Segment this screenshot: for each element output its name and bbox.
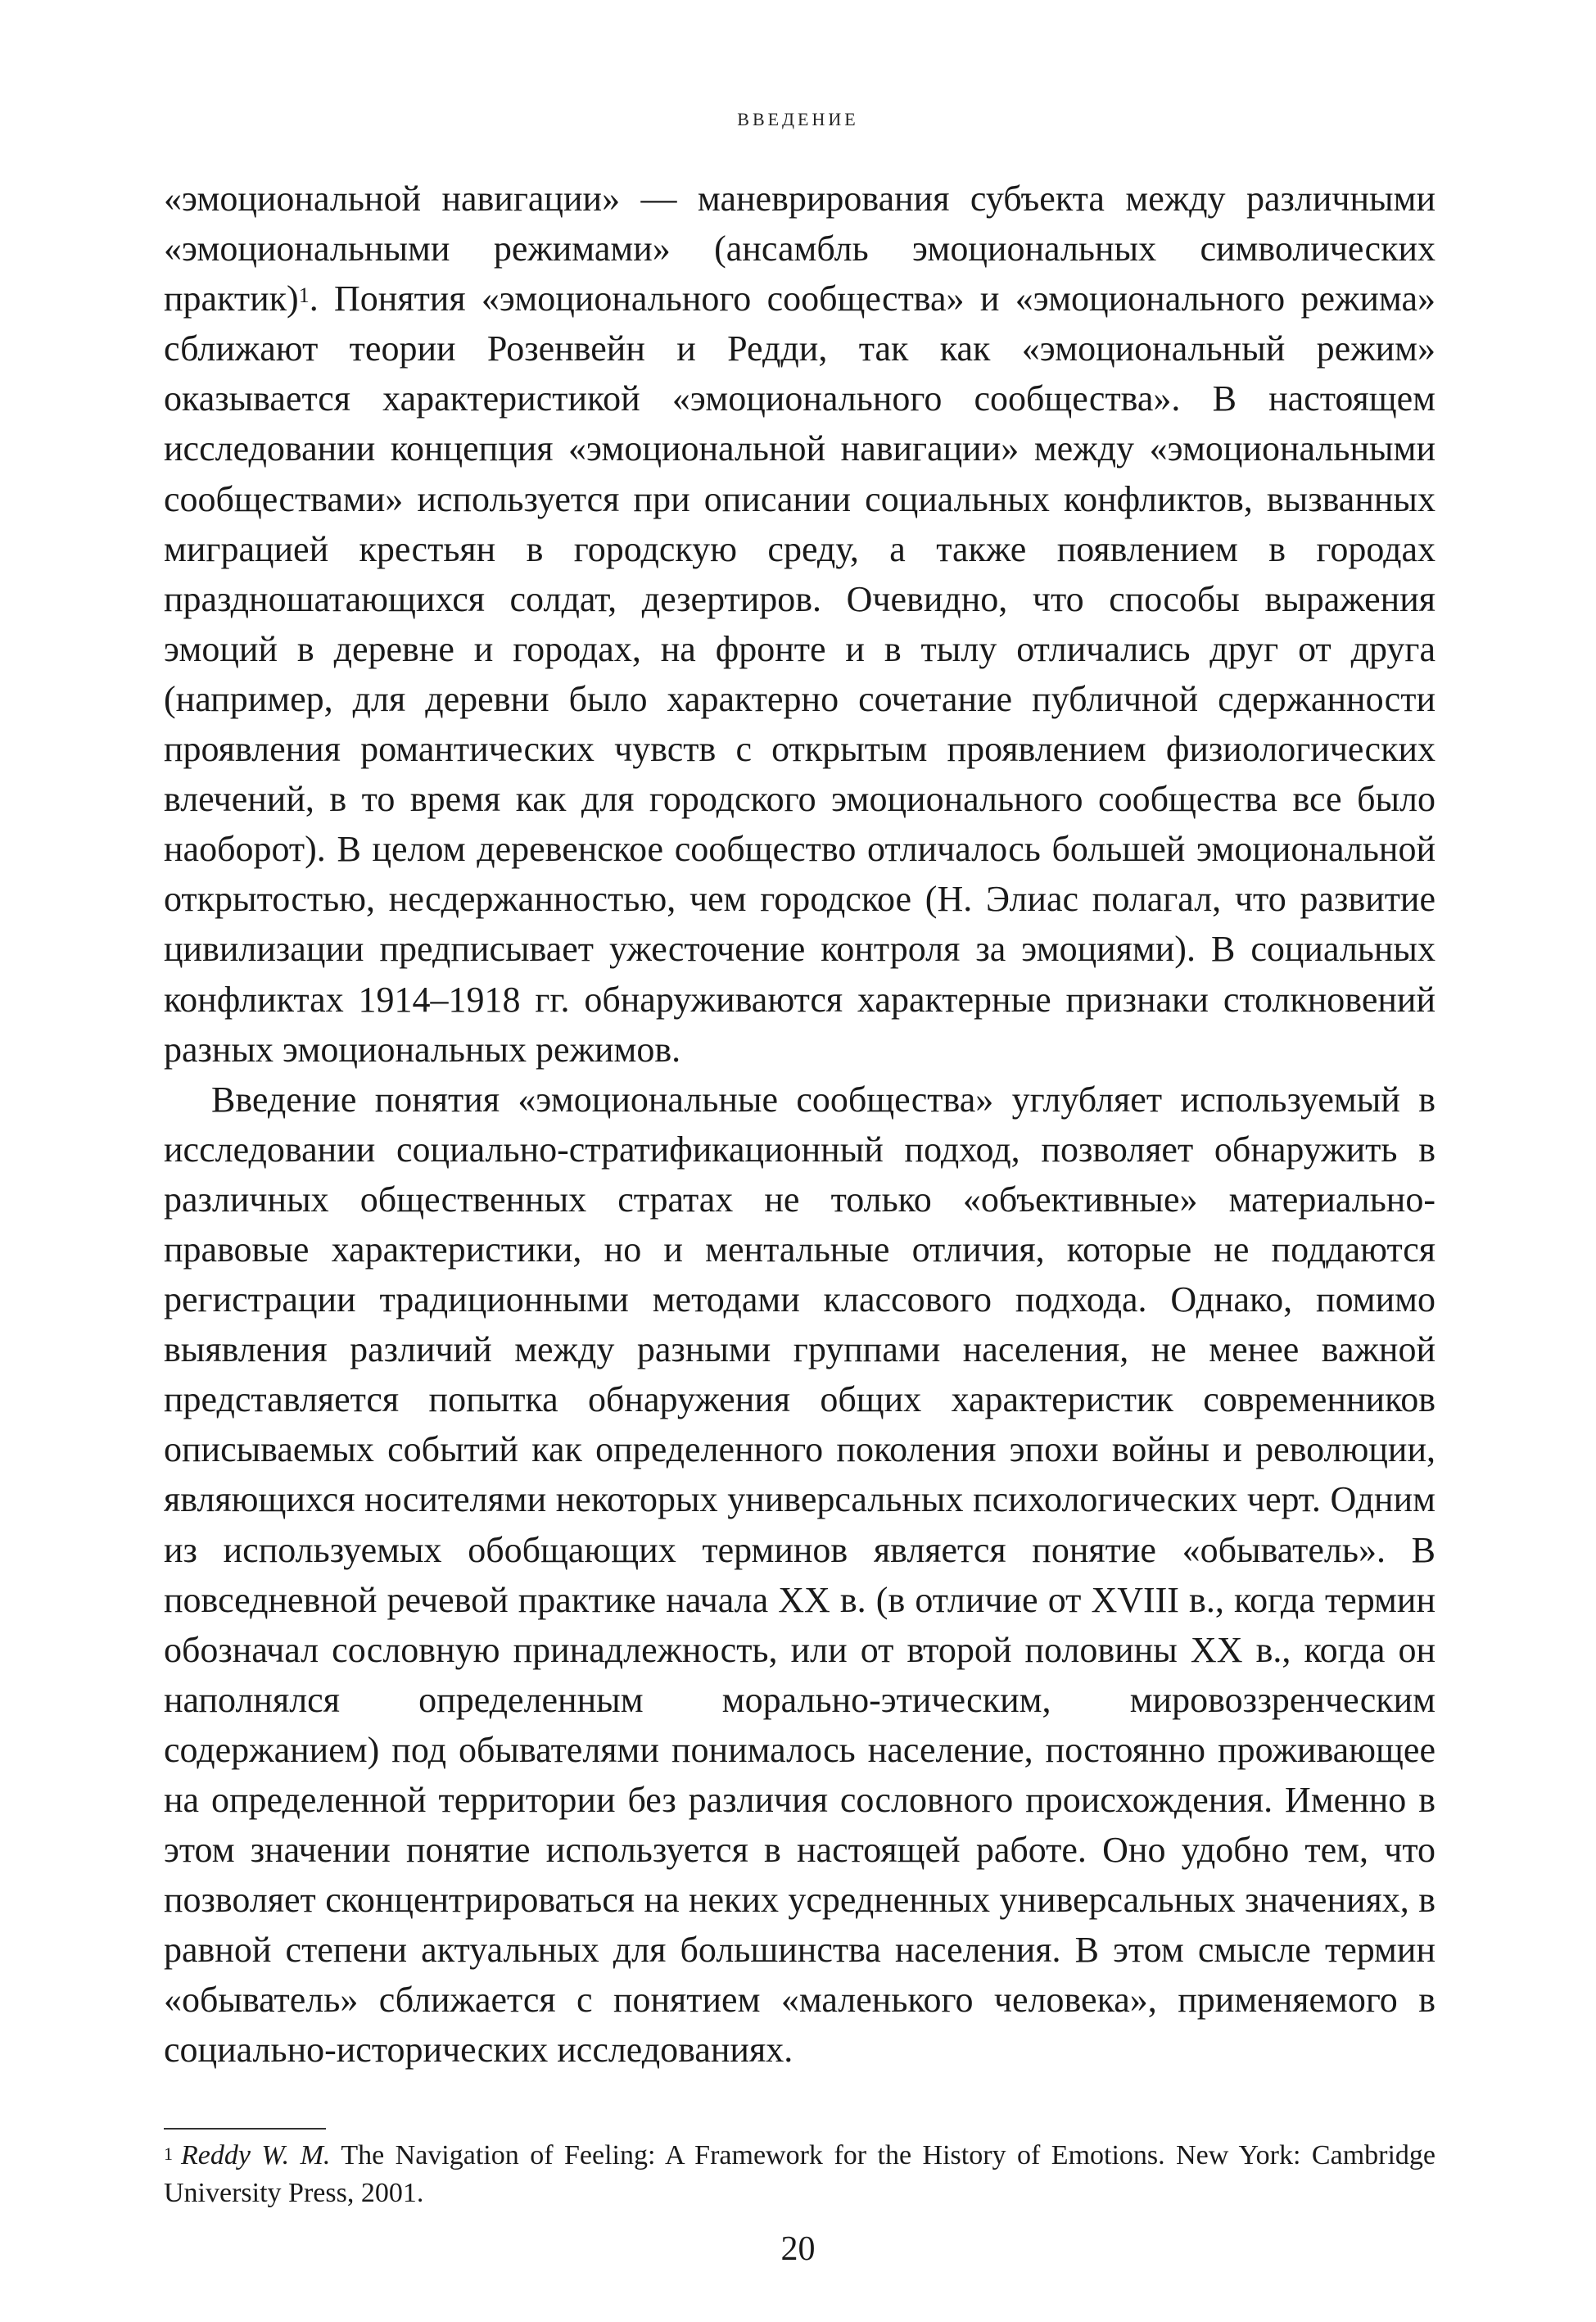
footnote [164,2137,1435,2212]
paragraph-1 [164,174,1435,1075]
paragraph-2: Введение понятия «эмоциональные сообщества» углубляет используемый в исследовании социально-стратификационный подход, позволяет обнаружить в различных общественных стратах не только «объективные» материально-правовые характеристики, но и ментальные отличия, которые не поддаются регистрации традиционными методами классового подхода. Однако, помимо выявления различий между разными группами населения, не менее важной представляется попытка обнаружения общих характеристик современников описываемых событий как определенного поколения эпохи войны и революции, являющихся носителями некоторых универсальных психологических черт. Одним из используемых обобщающих терминов является понятие «обыватель». В повседневной речевой практике начала XX в. (в отличие от XVIII в., когда термин обозначал сословную принадлежность, или от второй половины XX в., когда он наполнялся определенным морально-этическим, мировоззренческим содержанием) под обывателями понималось население, постоянно проживающее на определенной территории без различия сословного происхождения. Именно в этом значении понятие используется в настоящей работе. Оно удобно тем, что позволяет сконцентрироваться на неких усредненных универсальных значениях, в равной степени актуальных для большинства населения. В этом смысле термин «обыватель» сближается с понятием «маленького человека», применяемого в социально-исторических исследованиях. [164,1079,1435,2071]
page-number: 20 [780,2230,816,2268]
footnote-author: Reddy W. M. [181,2140,331,2170]
main-text [164,174,1435,2075]
footnote-number: 1 [164,2143,173,2164]
paragraph-1-text-b: . Понятия «эмоционального сообщества» и «эмоционального режима» сближают теории Розенвейн и Редди, так как «эмоциональный режим» оказывается характеристикой «эмоционального сообщества». В настоящем исследовании концепция «эмоциональной навигации» между «эмоциональными сообществами» используется при описании социальных конфликтов, вызванных миграцией крестьян в городскую среду, а также появлением в городах праздношатающихся солдат, дезертиров. Очевидно, что способы выражения эмоций в деревне и городах, на фронте и в тылу отличались друг от друга (например, для деревни было характерно сочетание публичной сдержанности проявления романтических чувств с открытым проявлением физиологических влечений, в то время как для городского эмоционального сообщества все было наоборот). В целом деревенское сообщество отличалось большей эмоциональной открытостью, несдержанностью, чем городское (Н. Элиас полагал, что развитие цивилизации предписывает ужесточение контроля за эмоциями). В социальных конфликтах 1914–1918 гг. обнаруживаются характерные признаки столкновений разных эмоциональных режимов. [164,278,1435,1070]
footnote-text: The Navigation of Feeling: A Framework for the History of Emotions. New York: Cambridge University Press, 2001. [164,2140,1436,2208]
footnote-divider [164,2128,326,2130]
footnote-reference: 1 [298,283,310,308]
running-head: ВВЕДЕНИЕ [737,109,859,129]
paragraph-1-text-a: «эмоциональной навигации» — маневрирования субъекта между различными «эмоциональными режимами» (ансамбль эмоциональных символических практик) [164,179,1435,319]
